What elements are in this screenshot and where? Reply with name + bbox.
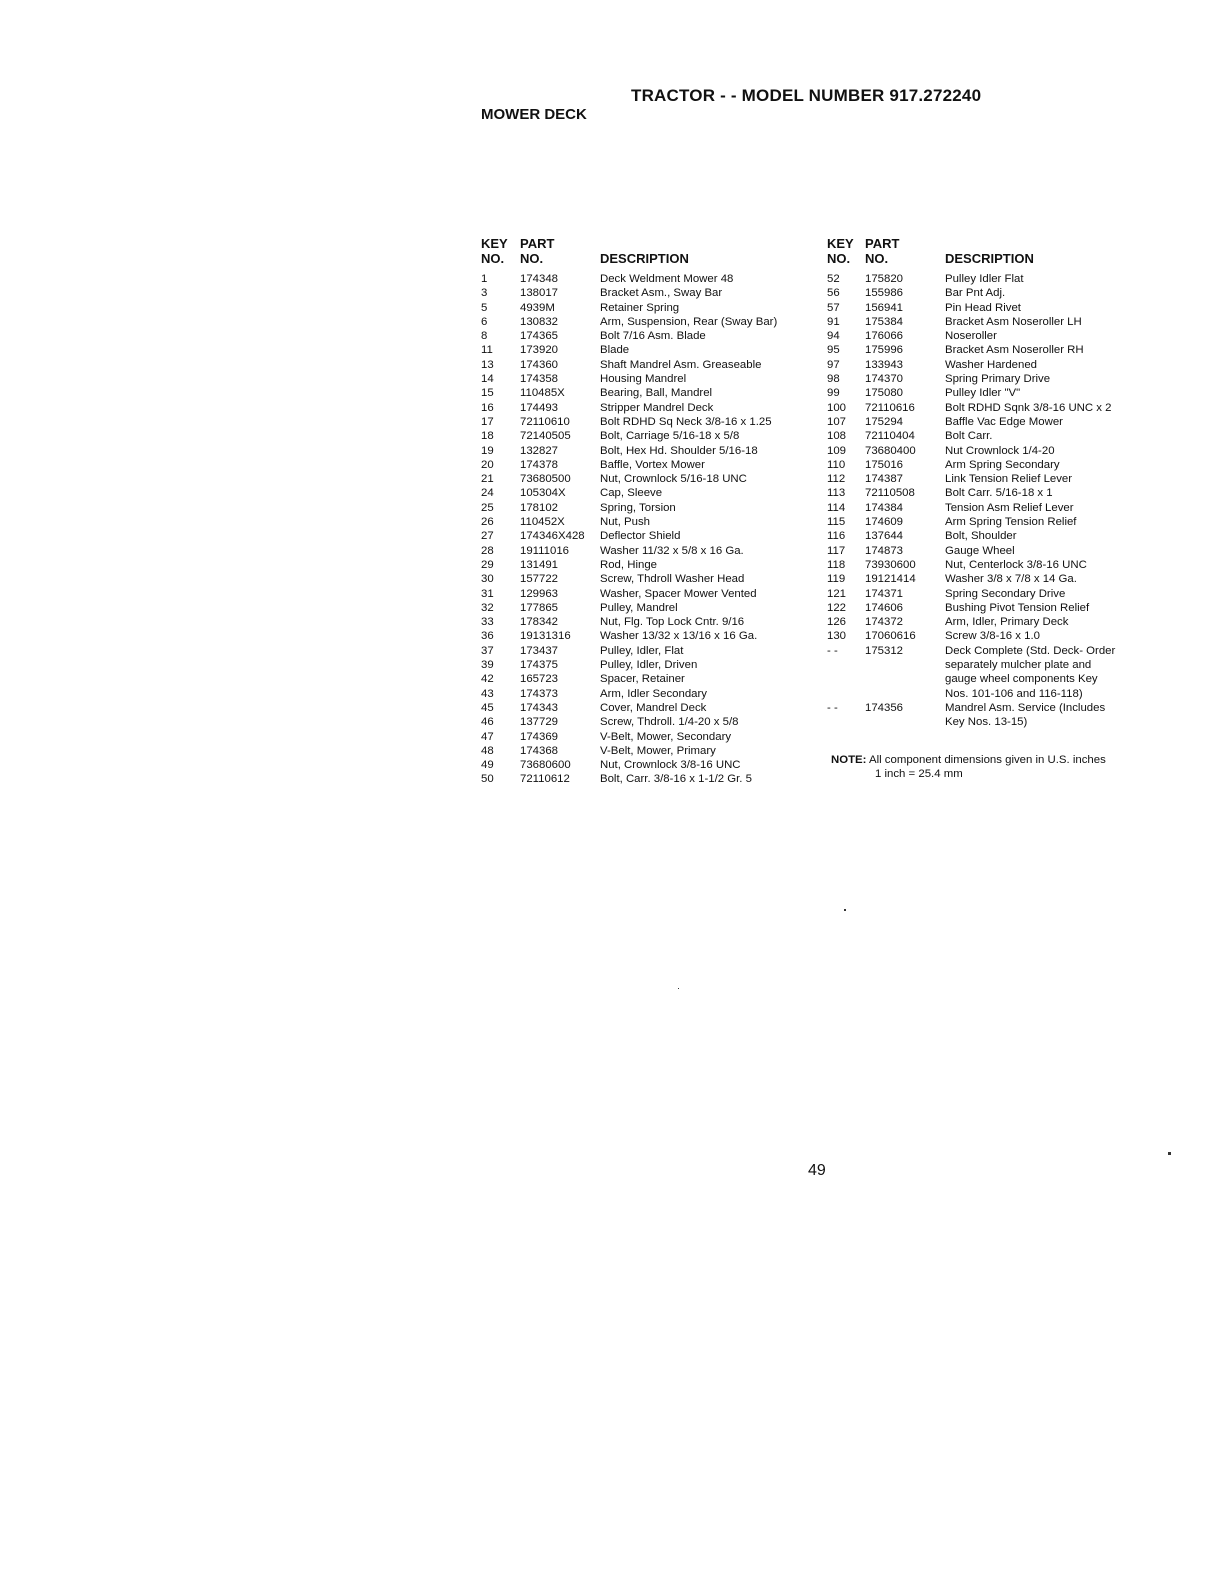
page-title: TRACTOR - - MODEL NUMBER 917.272240	[631, 86, 982, 105]
description: Washer 13/32 x 13/16 x 16 Ga.	[600, 630, 758, 643]
part-number: 19111016	[520, 544, 569, 557]
description: Pulley, Idler, Flat	[600, 644, 684, 657]
key-number: 17	[481, 415, 494, 428]
section-title: MOWER DECK	[481, 106, 587, 123]
part-number: 174368	[520, 744, 559, 757]
part-number: 174370	[865, 373, 904, 386]
key-number: 115	[827, 516, 846, 529]
part-number: 178102	[520, 501, 559, 514]
key-number: 3	[481, 287, 488, 300]
key-number: 26	[481, 516, 494, 529]
key-number: 24	[481, 487, 494, 500]
description: Blade	[600, 344, 630, 357]
part-number: 137729	[520, 716, 559, 729]
key-number: 28	[481, 544, 494, 557]
key-number: 19	[481, 444, 494, 457]
description: Pulley Idler Flat	[945, 273, 1024, 285]
part-number: 72110612	[520, 773, 570, 786]
key-number: 112	[827, 473, 846, 486]
part-number: 174606	[865, 601, 904, 614]
part-number: 175384	[865, 315, 904, 328]
description: Pin Head Rivet	[945, 301, 1021, 314]
key-number: 57	[827, 301, 840, 314]
part-number: 156941	[865, 301, 904, 314]
description: Rod, Hinge	[600, 558, 657, 571]
key-number: 33	[481, 616, 494, 629]
key-number: - -	[827, 701, 838, 714]
part-number: 173920	[520, 344, 559, 357]
part-number: 73930600	[865, 558, 916, 571]
part-number: 72140505	[520, 430, 571, 443]
key-number: - -	[827, 644, 838, 657]
part-number: 174365	[520, 330, 559, 343]
key-number: 117	[827, 544, 846, 557]
description: Baffle, Vortex Mower	[600, 458, 705, 471]
part-number: 174375	[520, 659, 559, 672]
description: Washer, Spacer Mower Vented	[600, 587, 757, 600]
part-number: 133943	[865, 358, 904, 371]
description: Bolt, Carr. 3/8-16 x 1-1/2 Gr. 5	[600, 773, 752, 786]
key-number: 50	[481, 773, 494, 786]
page-number: 49	[808, 1162, 826, 1179]
part-number: 130832	[520, 315, 559, 328]
key-number: 126	[827, 616, 847, 629]
description: Nut, Flg. Top Lock Cntr. 9/16	[600, 616, 745, 629]
key-number: 1	[481, 273, 488, 285]
key-number: 94	[827, 330, 840, 343]
description: Arm, Idler, Primary Deck	[945, 616, 1069, 629]
part-number: 132827	[520, 444, 559, 457]
part-number: 176066	[865, 330, 904, 343]
key-number: 108	[827, 430, 847, 443]
description: Pulley, Idler, Driven	[600, 659, 698, 672]
part-number: 174493	[520, 401, 559, 414]
key-number: 29	[481, 558, 494, 571]
scan-speck	[844, 909, 846, 911]
description: Nut, Push	[600, 516, 651, 529]
key-number: 49	[481, 759, 494, 772]
part-number: 110485X	[520, 387, 565, 400]
description: Bar Pnt Adj.	[945, 287, 1006, 300]
key-number: 20	[481, 458, 494, 471]
key-number: 114	[827, 501, 846, 514]
part-number: 174348	[520, 273, 559, 285]
part-number: 174369	[520, 730, 559, 743]
key-header-line2: NO.	[827, 251, 851, 266]
part-number: 175294	[865, 415, 904, 428]
part-number: 178342	[520, 616, 559, 629]
part-number: 175016	[865, 458, 904, 471]
part-number: 110452X	[520, 516, 565, 529]
part-number: 138017	[520, 287, 559, 300]
key-number: 91	[827, 315, 840, 328]
description-line: gauge wheel components Key	[945, 673, 1098, 686]
description: Nut, Crownlock 5/16-18 UNC	[600, 473, 747, 486]
description: Bolt, Hex Hd. Shoulder 5/16-18	[600, 444, 758, 457]
description: Bearing, Ball, Mandrel	[600, 387, 713, 400]
key-number: 16	[481, 401, 494, 414]
part-number: 72110508	[865, 487, 915, 500]
description: Gauge Wheel	[945, 544, 1015, 557]
description: Cap, Sleeve	[600, 487, 663, 500]
description: Nut, Crownlock 3/8-16 UNC	[600, 759, 741, 772]
part-number: 155986	[865, 287, 904, 300]
key-number: 37	[481, 644, 494, 657]
part-number: 73680500	[520, 473, 571, 486]
description: Housing Mandrel	[600, 373, 687, 386]
part-header-line1: PART	[865, 236, 900, 251]
key-number: 21	[481, 473, 494, 486]
description-line: Nos. 101-106 and 116-118)	[945, 687, 1083, 700]
description: Bolt 7/16 Asm. Blade	[600, 330, 706, 343]
key-number: 107	[827, 415, 847, 428]
key-number: 5	[481, 301, 488, 314]
description: V-Belt, Mower, Primary	[600, 744, 716, 757]
part-number: 105304X	[520, 487, 566, 500]
part-number: 174609	[865, 516, 904, 529]
key-header-line2: NO.	[481, 251, 505, 266]
part-number: 131491	[520, 558, 559, 571]
part-number: 17060616	[865, 630, 916, 643]
description: Arm Spring Tension Relief	[945, 516, 1077, 529]
key-number: 8	[481, 330, 488, 343]
part-header-line1: PART	[520, 236, 555, 251]
key-number: 43	[481, 687, 494, 700]
part-number: 73680400	[865, 444, 916, 457]
part-number: 174387	[865, 473, 904, 486]
part-number: 72110610	[520, 415, 570, 428]
part-number: 174378	[520, 458, 559, 471]
description: Cover, Mandrel Deck	[600, 701, 707, 714]
part-number: 165723	[520, 673, 559, 686]
key-number: 100	[827, 401, 847, 414]
description: Arm, Suspension, Rear (Sway Bar)	[600, 315, 778, 328]
description: V-Belt, Mower, Secondary	[600, 730, 732, 743]
dimensions-note	[831, 753, 1106, 781]
description: Bushing Pivot Tension Relief	[945, 601, 1090, 614]
description: Link Tension Relief Lever	[945, 473, 1073, 486]
description: Retainer Spring	[600, 301, 680, 314]
key-number: 14	[481, 373, 494, 386]
scan-speck	[678, 988, 679, 989]
key-number: 46	[481, 716, 494, 729]
part-number: 157722	[520, 573, 559, 586]
part-number: 19131316	[520, 630, 571, 643]
key-number: 98	[827, 373, 840, 386]
description: Screw 3/8-16 x 1.0	[945, 630, 1040, 643]
key-number: 56	[827, 287, 840, 300]
description: Nut, Centerlock 3/8-16 UNC	[945, 558, 1087, 571]
description: Deck Complete (Std. Deck- Order	[945, 644, 1116, 657]
description-line: separately mulcher plate and	[945, 659, 1092, 672]
note-text: All component dimensions given in U.S. inches	[868, 754, 1106, 766]
part-header-line2: NO.	[520, 251, 544, 266]
part-number: 177865	[520, 601, 559, 614]
key-number: 97	[827, 358, 840, 371]
description-header: DESCRIPTION	[945, 251, 1034, 266]
description: Nut Crownlock 1/4-20	[945, 444, 1055, 457]
part-number: 72110404	[865, 430, 915, 443]
key-number: 122	[827, 601, 847, 614]
description: Arm, Idler Secondary	[600, 687, 707, 700]
description: Noseroller	[945, 330, 997, 343]
description: Screw, Thdroll. 1/4-20 x 5/8	[600, 716, 739, 729]
part-number: 72110616	[865, 401, 915, 414]
key-number: 113	[827, 487, 846, 500]
part-number: 174384	[865, 501, 904, 514]
description: Spring Secondary Drive	[945, 587, 1066, 600]
description: Washer Hardened	[945, 358, 1038, 371]
part-number: 175996	[865, 344, 904, 357]
key-number: 15	[481, 387, 494, 400]
key-number: 36	[481, 630, 494, 643]
part-number: 175820	[865, 273, 904, 285]
part-number: 175312	[865, 644, 904, 657]
part-number: 173437	[520, 644, 559, 657]
description-header: DESCRIPTION	[600, 251, 689, 266]
description: Spacer, Retainer	[600, 673, 685, 686]
note-conversion: 1 inch = 25.4 mm	[875, 768, 963, 780]
key-number: 42	[481, 673, 494, 686]
key-number: 30	[481, 573, 494, 586]
key-number: 31	[481, 587, 494, 600]
description: Pulley, Mandrel	[600, 601, 678, 614]
scan-speck	[1168, 1152, 1171, 1155]
key-number: 52	[827, 273, 840, 285]
description: Washer 11/32 x 5/8 x 16 Ga.	[600, 544, 744, 557]
description: Bracket Asm Noseroller LH	[945, 315, 1082, 328]
part-number: 174346X428	[520, 530, 585, 543]
key-number: 99	[827, 387, 840, 400]
part-number: 129963	[520, 587, 559, 600]
key-number: 47	[481, 730, 494, 743]
part-number: 174358	[520, 373, 559, 386]
description-line: Key Nos. 13-15)	[945, 716, 1028, 729]
description: Bolt Carr.	[945, 430, 993, 443]
description: Bolt Carr. 5/16-18 x 1	[945, 487, 1053, 500]
description: Bolt, Shoulder	[945, 530, 1017, 543]
part-number: 175080	[865, 387, 904, 400]
key-number: 25	[481, 501, 494, 514]
description: Bracket Asm Noseroller RH	[945, 344, 1084, 357]
note-label: NOTE:	[831, 754, 867, 766]
description: Shaft Mandrel Asm. Greaseable	[600, 358, 762, 371]
description: Baffle Vac Edge Mower	[945, 415, 1063, 428]
part-number: 174371	[865, 587, 904, 600]
key-number: 109	[827, 444, 847, 457]
key-number: 39	[481, 659, 494, 672]
part-number: 174372	[865, 616, 904, 629]
key-number: 45	[481, 701, 494, 714]
key-number: 95	[827, 344, 840, 357]
description: Arm Spring Secondary	[945, 458, 1060, 471]
key-number: 27	[481, 530, 494, 543]
description: Deflector Shield	[600, 530, 681, 543]
key-number: 18	[481, 430, 494, 443]
part-number: 137644	[865, 530, 904, 543]
key-number: 118	[827, 558, 846, 571]
description: Deck Weldment Mower 48	[600, 273, 734, 285]
part-number: 174343	[520, 701, 559, 714]
description: Screw, Thdroll Washer Head	[600, 573, 745, 586]
description: Bolt RDHD Sqnk 3/8-16 UNC x 2	[945, 401, 1112, 414]
key-number: 11	[481, 344, 493, 357]
part-header-line2: NO.	[865, 251, 889, 266]
key-number: 48	[481, 744, 494, 757]
key-number: 6	[481, 315, 488, 328]
description: Bracket Asm., Sway Bar	[600, 287, 723, 300]
part-number: 19121414	[865, 573, 916, 586]
description: Tension Asm Relief Lever	[945, 501, 1074, 514]
description: Spring, Torsion	[600, 501, 676, 514]
description: Bolt RDHD Sq Neck 3/8-16 x 1.25	[600, 415, 772, 428]
part-number: 174873	[865, 544, 904, 557]
part-number: 174373	[520, 687, 559, 700]
key-number: 121	[827, 587, 847, 600]
description: Stripper Mandrel Deck	[600, 401, 714, 414]
key-header-line1: KEY	[481, 236, 508, 251]
part-number: 174356	[865, 701, 904, 714]
key-number: 32	[481, 601, 494, 614]
part-number: 4939M	[520, 301, 555, 314]
description: Mandrel Asm. Service (Includes	[945, 701, 1106, 714]
description: Pulley Idler "V"	[945, 387, 1021, 400]
part-number: 73680600	[520, 759, 571, 772]
key-number: 130	[827, 630, 847, 643]
description: Bolt, Carriage 5/16-18 x 5/8	[600, 430, 740, 443]
key-number: 119	[827, 573, 846, 586]
description: Washer 3/8 x 7/8 x 14 Ga.	[945, 573, 1077, 586]
key-number: 110	[827, 458, 846, 471]
key-header-line1: KEY	[827, 236, 854, 251]
key-number: 13	[481, 358, 494, 371]
key-number: 116	[827, 530, 846, 543]
description: Spring Primary Drive	[945, 373, 1051, 386]
part-number: 174360	[520, 358, 559, 371]
